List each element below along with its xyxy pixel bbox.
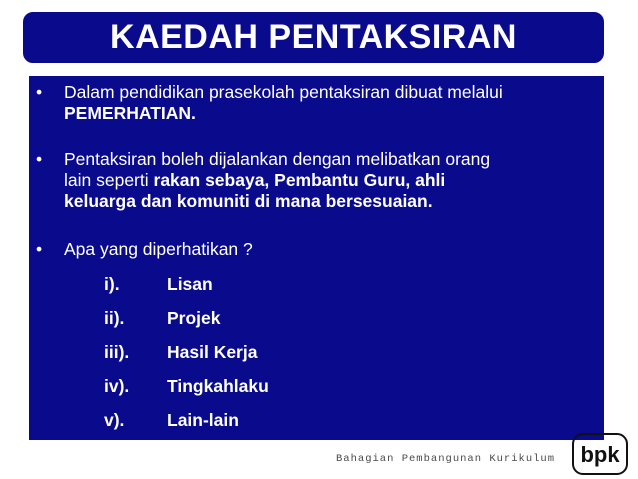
list-item-label: Projek <box>167 308 221 328</box>
content-panel <box>29 76 604 440</box>
bullet-2-line3: keluarga dan komuniti di mana bersesuaian. <box>64 191 433 211</box>
logo-text: bpk <box>580 442 620 467</box>
slide-title: KAEDAH PENTAKSIRAN <box>110 18 517 56</box>
list-item-number: i). <box>104 274 120 294</box>
bullet-2-line2: lain seperti rakan sebaya, Pembantu Guru, ahli <box>64 170 446 190</box>
list-item-number: iii). <box>104 342 130 362</box>
bullet-dot: • <box>36 149 43 169</box>
bpk-logo-icon <box>572 433 628 475</box>
list-item-number: ii). <box>104 308 125 328</box>
bullet-dot: • <box>36 239 43 259</box>
list-item-label: Lain-lain <box>167 410 239 430</box>
list-item-label: Tingkahlaku <box>167 376 269 396</box>
bullet-2-line1: Pentaksiran boleh dijalankan dengan melibatkan orang <box>64 149 491 169</box>
list-item-number: iv). <box>104 376 130 396</box>
title-banner <box>23 12 604 63</box>
list-item-number: v). <box>104 410 125 430</box>
list-item-label: Hasil Kerja <box>167 342 258 362</box>
footer-text: Bahagian Pembangunan Kurikulum <box>336 453 556 465</box>
bullet-1-line1: Dalam pendidikan prasekolah pentaksiran dibuat melalui <box>64 82 503 102</box>
bullet-1-bold: PEMERHATIAN. <box>64 103 196 123</box>
list-item-label: Lisan <box>167 274 213 294</box>
bullet-3-text: Apa yang diperhatikan ? <box>64 239 253 259</box>
bullet-dot: • <box>36 82 43 102</box>
